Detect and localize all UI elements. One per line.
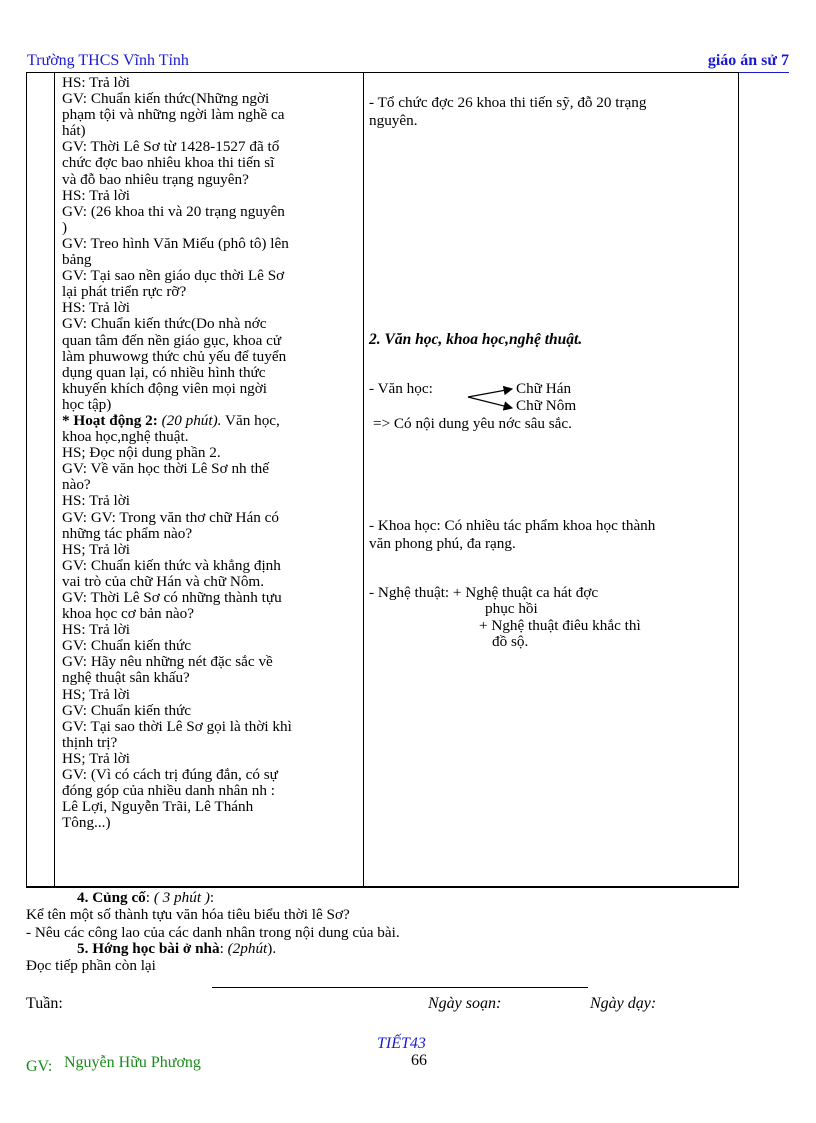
teacher-name: Nguyễn Hữu Phương [64, 1054, 201, 1071]
activity-line: GV: (26 khoa thi và 20 trạng nguyên [62, 202, 285, 220]
literature-label: - Văn học: [369, 380, 433, 397]
section-heading-literature: 2. Văn học, khoa học,nghệ thuật. [369, 331, 583, 348]
section-5-heading: 5. Hớng học bài ở nhà: (2phút). [77, 940, 277, 957]
content-line: phục hồi [485, 600, 538, 617]
activity-line: GV: Thời Lê Sơ có những thành tựu [62, 589, 282, 606]
activity-line: chức đợc bao nhiêu khoa thi tiến sĩ [62, 154, 275, 172]
activity-line: HS: Trả lời [62, 492, 130, 510]
activity-line: HS: Trả lời [62, 186, 130, 204]
activity-line: thịnh trị? [62, 733, 118, 751]
activity-line: làm phuwowg thức chủ yếu để tuyển [62, 347, 287, 365]
content-line: + Nghệ thuật điêu khắc thì [479, 617, 641, 634]
chu-nom-label: Chữ Nôm [516, 397, 577, 414]
activity-line: HS: Trả lời [62, 74, 130, 91]
activity-line: GV: Chuẩn kiến thức [62, 701, 192, 719]
table-column-divider-1 [54, 72, 55, 887]
activity-line: GV: Treo hình Văn Miếu (phô tô) lên [62, 234, 289, 252]
activity-line: hát) [62, 122, 86, 140]
activity-line: HS; Đọc nội dung phần 2. [62, 444, 221, 462]
activity-line: khoa học cơ bản nào? [62, 605, 195, 623]
table-column-divider-2 [363, 72, 364, 887]
activity-line: GV: Về văn học thời Lê Sơ nh thế [62, 460, 269, 478]
activity-line: đóng góp của nhiều danh nhân nh : [62, 782, 276, 800]
activity-line: HS: Trả lời [62, 299, 130, 317]
activity-line: Lê Lợi, Nguyễn Trãi, Lê Thánh [62, 798, 254, 816]
activity-line: GV: Tại sao nền giáo dục thời Lê Sơ [62, 267, 285, 285]
branch-arrows-icon [466, 383, 518, 413]
activity-line: HS: Trả lời [62, 621, 130, 639]
teach-date-label: Ngày dạy: [590, 995, 657, 1012]
activity-line: GV: (Vì có cách trị đúng đắn, có sự [62, 766, 278, 784]
activity-line: HS; Trả lời [62, 685, 130, 703]
activity-line: và đỗ bao nhiêu trạng nguyên? [62, 170, 249, 188]
activity-2-heading: * Hoạt động 2: (20 phút). Văn học, [62, 411, 280, 429]
subject-label: giáo án sử 7 [707, 52, 789, 69]
content-line: đồ sộ. [492, 633, 529, 650]
activity-line: dụng quan lại, có nhiều hình thức [62, 363, 266, 381]
activity-line: ) [62, 218, 68, 236]
review-question: Kể tên một số thành tựu văn hóa tiêu biểu thời lê Sơ? [26, 906, 350, 923]
page-number: 66 [411, 1052, 427, 1069]
school-name: Trường THCS Vĩnh Tỉnh [27, 52, 189, 69]
homework-text: Đọc tiếp phần còn lại [26, 957, 156, 974]
activity-line: bảng [62, 251, 92, 269]
content-line: - Khoa học: Có nhiều tác phẩm khoa học thành [369, 517, 656, 534]
activity-line: GV: Hãy nêu những nét đặc sắc về [62, 653, 273, 671]
activity-line: Tông...) [62, 814, 111, 832]
content-line: - Nghệ thuật: + Nghệ thuật ca hát đợc [369, 584, 599, 601]
activity-line: GV: Chuẩn kiến thức và khẳng định [62, 556, 281, 574]
literature-result: => Có nội dung yêu nớc sâu sắc. [373, 415, 572, 432]
activity-line: GV: Chuẩn kiến thức(Những ngời [62, 90, 270, 108]
activity-line: khoa học,nghệ thuật. [62, 428, 189, 446]
chu-han-label: Chữ Hán [516, 380, 572, 397]
activity-line: quan tâm đến nền giáo gục, khoa cử [62, 331, 282, 349]
section-4-heading: 4. Củng cố: ( 3 phút ): [77, 889, 215, 906]
prep-date-label: Ngày soạn: [428, 995, 502, 1012]
separator-rule [212, 987, 588, 988]
content-item-arts [369, 584, 735, 651]
activity-line: những tác phẩm nào? [62, 524, 193, 542]
activity-line: HS; Trả lời [62, 540, 130, 558]
week-label: Tuần: [26, 995, 63, 1012]
teacher-label: GV: [26, 1058, 53, 1075]
activity-line: phạm tội và những ngời làm nghề ca [62, 106, 285, 124]
activities-column [62, 75, 357, 831]
content-item-science [369, 517, 735, 553]
content-item-exams [369, 94, 735, 130]
activity-line: GV: GV: Trong văn thơ chữ Hán có [62, 508, 279, 526]
activity-line: GV: Chuẩn kiến thức(Do nhà nớc [62, 315, 267, 333]
content-line: văn phong phú, đa rạng. [369, 535, 516, 552]
activity-line: lại phát triển rực rỡ? [62, 283, 187, 301]
review-task: - Nêu các công lao của các danh nhân trong nội dung của bài. [26, 924, 400, 941]
activity-line: nghệ thuật sân khấu? [62, 669, 190, 687]
activity-line: GV: Tại sao thời Lê Sơ gọi là thời khì [62, 717, 292, 735]
activity-line: vai trò của chữ Hán và chữ Nôm. [62, 572, 265, 590]
activity-line: nào? [62, 476, 91, 494]
content-line: nguyên. [369, 112, 418, 129]
activity-line: học tập) [62, 395, 112, 413]
activity-line: HS; Trả lời [62, 749, 130, 767]
activity-line: GV: Chuẩn kiến thức [62, 637, 192, 655]
activity-line: khuyến khích động viên mọi ngời [62, 379, 268, 397]
content-line: - Tổ chức đợc 26 khoa thi tiến sỹ, đỗ 20 trạng [369, 94, 647, 111]
activity-line: GV: Thời Lê Sơ từ 1428-1527 đã tổ [62, 138, 280, 156]
lesson-number: TIẾT43 [377, 1035, 426, 1052]
